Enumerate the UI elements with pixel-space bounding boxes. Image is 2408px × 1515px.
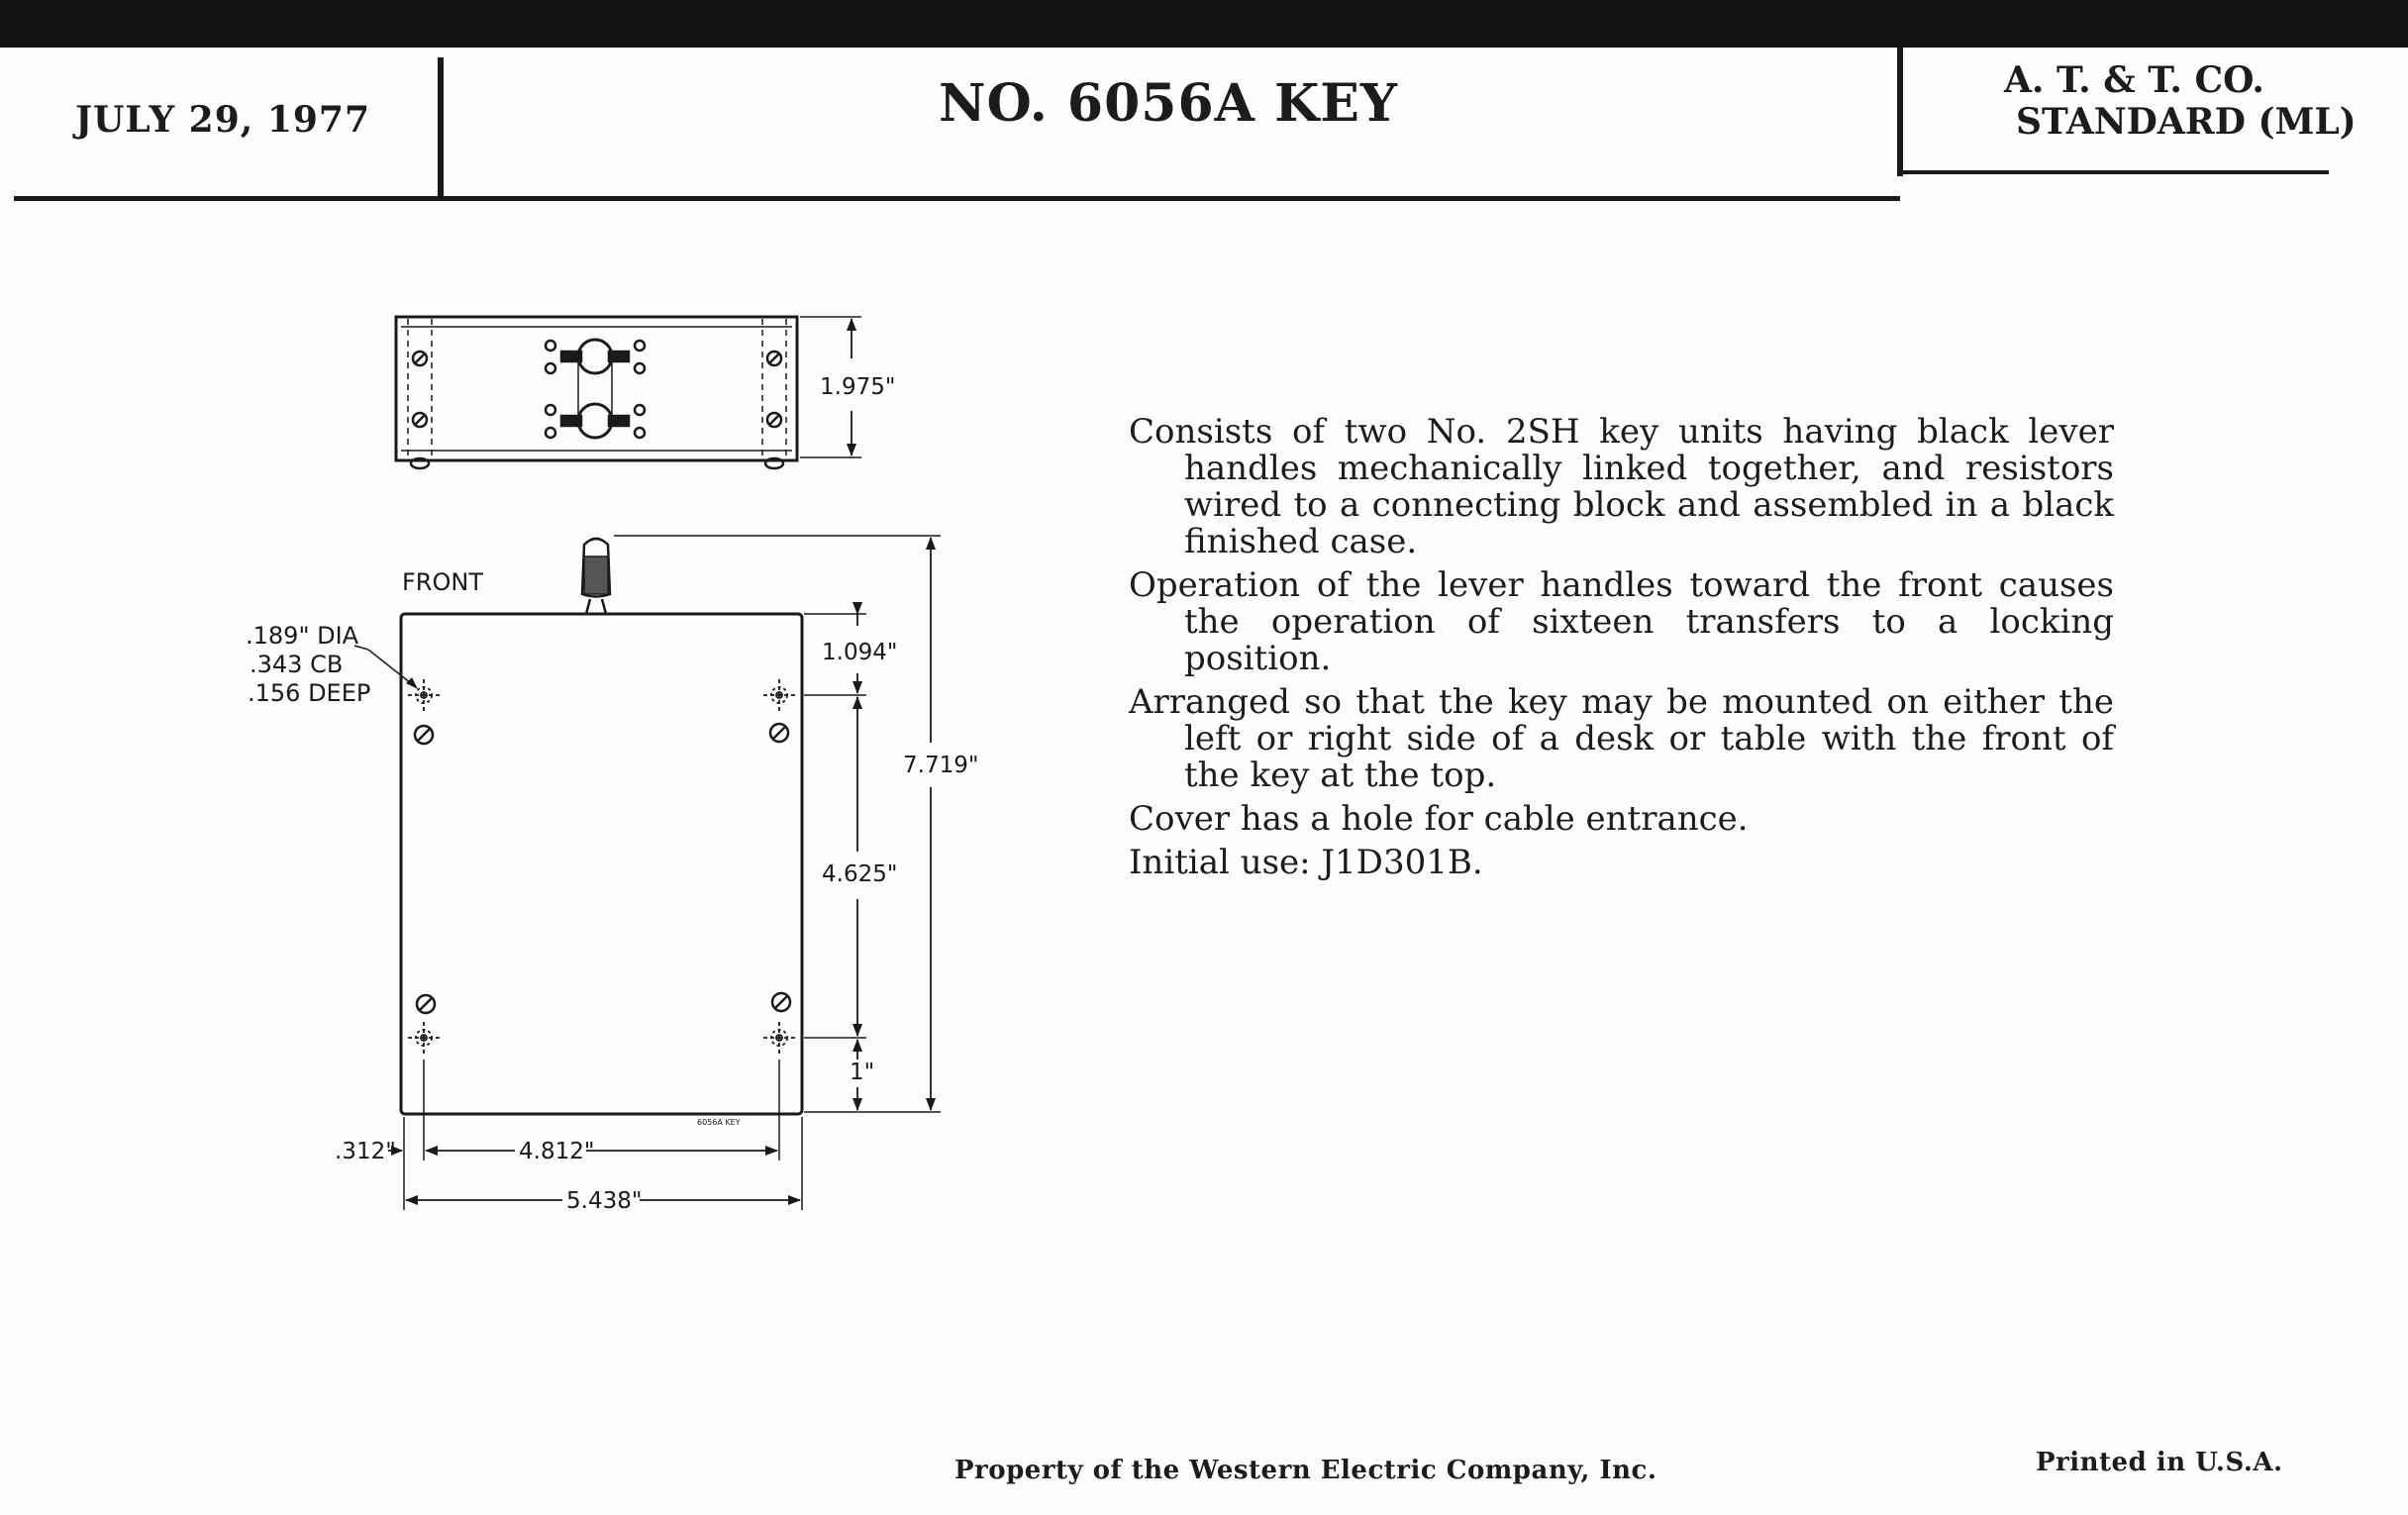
- hole-spec-line2: .343 CB: [250, 651, 344, 678]
- hole-spec-line3: .156 DEEP: [248, 679, 371, 707]
- description-paragraph: Cover has a hole for cable entrance.: [1129, 799, 1749, 839]
- description-paragraph: Initial use: J1D301B.: [1129, 843, 1483, 882]
- description-paragraph: Consists of two No. 2SH key units having black lever handles mechanically linked together, and resistors wired to a connecting block and assembled in a black finished case.: [1129, 412, 2114, 561]
- case-marking: 6056A KEY: [697, 1118, 741, 1127]
- description: [1129, 414, 2114, 888]
- dim-top-view-height: 1.975": [820, 374, 896, 400]
- standard-line1: A. T. & T. CO.: [2004, 59, 2264, 101]
- description-paragraph: Operation of the lever handles toward the front causes the operation of sixteen transfers to a locking position.: [1129, 565, 2114, 678]
- top-view: [396, 317, 861, 468]
- dim-bottom-to-hole: 1": [850, 1060, 875, 1085]
- dim-hole-spacing-vertical: 4.625": [822, 861, 898, 887]
- dim-top-to-hole: 1.094": [822, 640, 898, 665]
- footer-property: Property of the Western Electric Company, Inc.: [954, 1456, 1657, 1485]
- footer-printed: Printed in U.S.A.: [2036, 1448, 2283, 1477]
- page-title: NO. 6056A KEY: [938, 73, 1399, 134]
- dim-overall-height: 7.719": [903, 753, 979, 778]
- dim-hole-spacing-horizontal: 4.812": [519, 1139, 595, 1164]
- header-date: JULY 29, 1977: [75, 99, 371, 141]
- dim-overall-width: 5.438": [566, 1188, 643, 1214]
- front-label: FRONT: [402, 568, 483, 596]
- dim-edge-to-hole: .312": [335, 1139, 396, 1164]
- standard-line2: STANDARD (ML): [2016, 101, 2357, 143]
- description-paragraph: Arranged so that the key may be mounted on either the left or right side of a desk or table with the front of the key at the top.: [1129, 682, 2114, 795]
- hole-spec-line1: .189" DIA: [246, 622, 359, 650]
